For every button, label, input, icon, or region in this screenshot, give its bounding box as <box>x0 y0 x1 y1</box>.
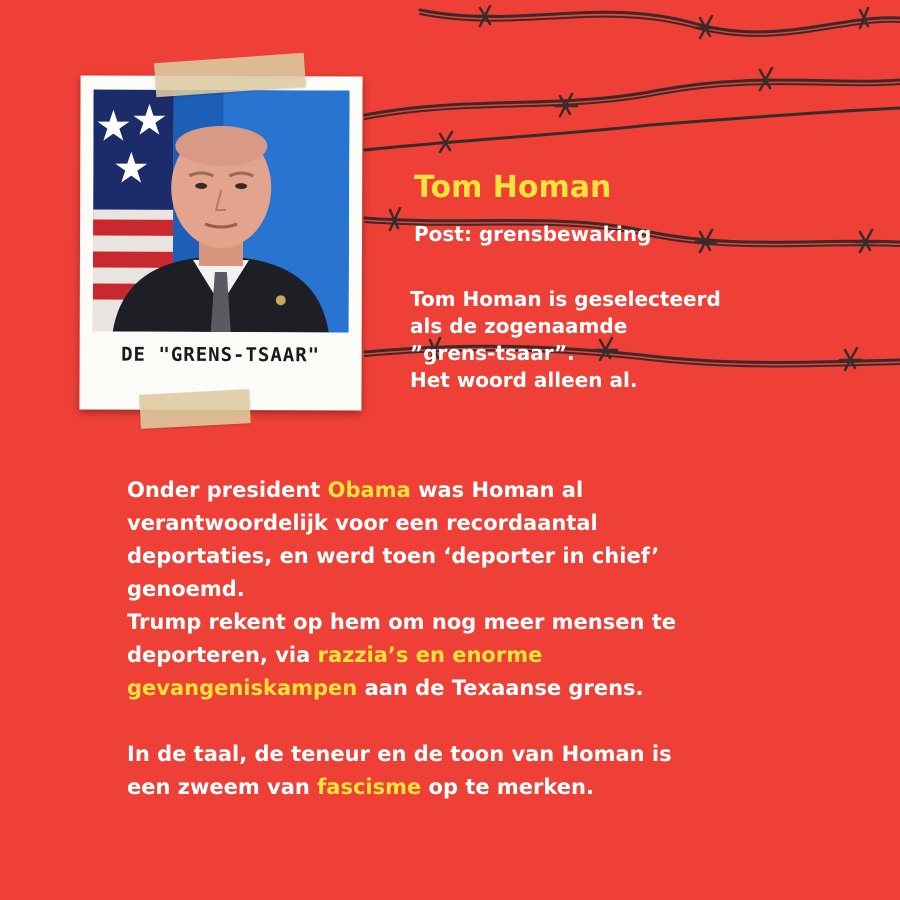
body-text-span: was Homan al <box>410 478 584 502</box>
intro-line-3: ”grens-tsaar”. <box>410 341 575 365</box>
body-text-span: Onder president <box>127 478 328 502</box>
intro-text <box>410 286 850 394</box>
body-line <box>127 672 827 705</box>
person-name: Tom Homan <box>414 170 612 205</box>
body-line: In de taal, de teneur en de toon van Homan is <box>127 742 672 766</box>
body-line: deportaties, en werd toen ‘deporter in chief’ <box>127 544 660 568</box>
body-text-span: een zweem van <box>127 775 318 799</box>
body-line: Trump rekent op hem om nog meer mensen te <box>127 610 676 634</box>
body-line <box>127 474 827 507</box>
highlight-kampen: gevangeniskampen <box>127 676 358 700</box>
highlight-obama: Obama <box>327 478 411 502</box>
post-label: Post: grensbewaking <box>414 222 652 246</box>
intro-line-4: Het woord alleen al. <box>410 368 638 392</box>
highlight-fascisme: fascisme <box>317 775 422 799</box>
body-text <box>127 474 827 804</box>
highlight-razzias: razzia’s en enorme <box>317 643 543 667</box>
intro-line-2: als de zogenaamde <box>410 314 628 338</box>
polaroid-caption: DE "GRENS-TSAAR" <box>121 343 321 367</box>
body-line <box>127 639 827 672</box>
polaroid-card <box>79 76 362 411</box>
body-line: genoemd. <box>127 577 245 601</box>
body-text-span: op te merken. <box>421 775 594 799</box>
body-line: verantwoordelijk voor een recordaantal <box>127 511 598 535</box>
body-text-span: aan de Texaanse grens. <box>357 676 644 700</box>
body-line <box>127 771 827 804</box>
intro-line-1: Tom Homan is geselecteerd <box>410 287 721 311</box>
portrait-photo-icon <box>93 90 350 333</box>
body-text-span: deporteren, via <box>127 643 318 667</box>
tape-bottom-icon <box>139 389 251 429</box>
paragraph-gap <box>127 705 827 738</box>
